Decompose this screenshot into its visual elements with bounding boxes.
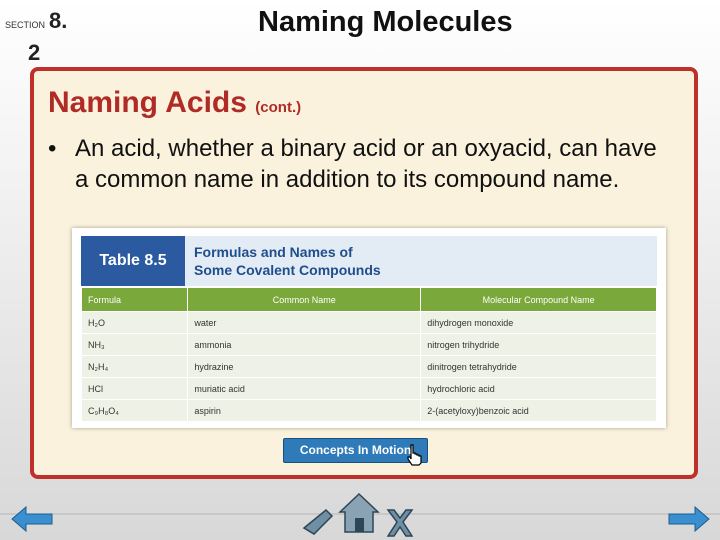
formula-cell: N₂H₄	[82, 356, 188, 378]
bullet-text: An acid, whether a binary acid or an oxyacid, can have a common name in addition to its compound name.	[75, 135, 657, 193]
home-icon[interactable]	[296, 484, 426, 540]
formula-cell: C₉H₈O₄	[82, 400, 188, 422]
formula-cell: HCl	[82, 378, 188, 400]
slide-heading	[48, 86, 301, 120]
common-name-cell: ammonia	[188, 334, 421, 356]
table-row	[82, 378, 657, 400]
table-row	[82, 334, 657, 356]
compounds-table	[81, 287, 657, 422]
common-name-cell: aspirin	[188, 400, 421, 422]
table-title-line2: Some Covalent Compounds	[194, 262, 381, 278]
section-number: 8.	[49, 8, 68, 33]
arrow-left-icon[interactable]	[10, 505, 54, 533]
formula-cell: H₂O	[82, 312, 188, 334]
table-tag: Table 8.5	[81, 236, 185, 286]
molecular-name-cell: dinitrogen tetrahydride	[421, 356, 657, 378]
section-number-sub: 2	[28, 40, 41, 65]
table-figure	[72, 228, 666, 428]
column-header-formula: Formula	[82, 288, 188, 312]
heading-text: Naming Acids	[48, 86, 247, 119]
table-row	[82, 400, 657, 422]
table-row	[82, 356, 657, 378]
column-header-common-name: Common Name	[188, 288, 421, 312]
table-title	[194, 243, 381, 279]
molecular-name-cell: nitrogen trihydride	[421, 334, 657, 356]
bullet-dot: •	[48, 135, 57, 162]
concepts-in-motion-button[interactable]: Concepts In Motion	[283, 438, 428, 463]
common-name-cell: water	[188, 312, 421, 334]
common-name-cell: hydrazine	[188, 356, 421, 378]
section-label: SECTION	[5, 20, 46, 30]
arrow-right-icon[interactable]	[667, 505, 711, 533]
column-header-molecular-name: Molecular Compound Name	[421, 288, 657, 312]
table-row	[82, 312, 657, 334]
table-title-line1: Formulas and Names of	[194, 244, 353, 260]
header-title: Naming Molecules	[258, 6, 513, 38]
heading-suffix: (cont.)	[255, 99, 302, 116]
molecular-name-cell: hydrochloric acid	[421, 378, 657, 400]
table-header-band	[81, 236, 657, 286]
molecular-name-cell: dihydrogen monoxide	[421, 312, 657, 334]
pointer-hand-icon	[405, 444, 423, 466]
formula-cell: NH₃	[82, 334, 188, 356]
molecular-name-cell: 2-(acetyloxy)benzoic acid	[421, 400, 657, 422]
common-name-cell: muriatic acid	[188, 378, 421, 400]
